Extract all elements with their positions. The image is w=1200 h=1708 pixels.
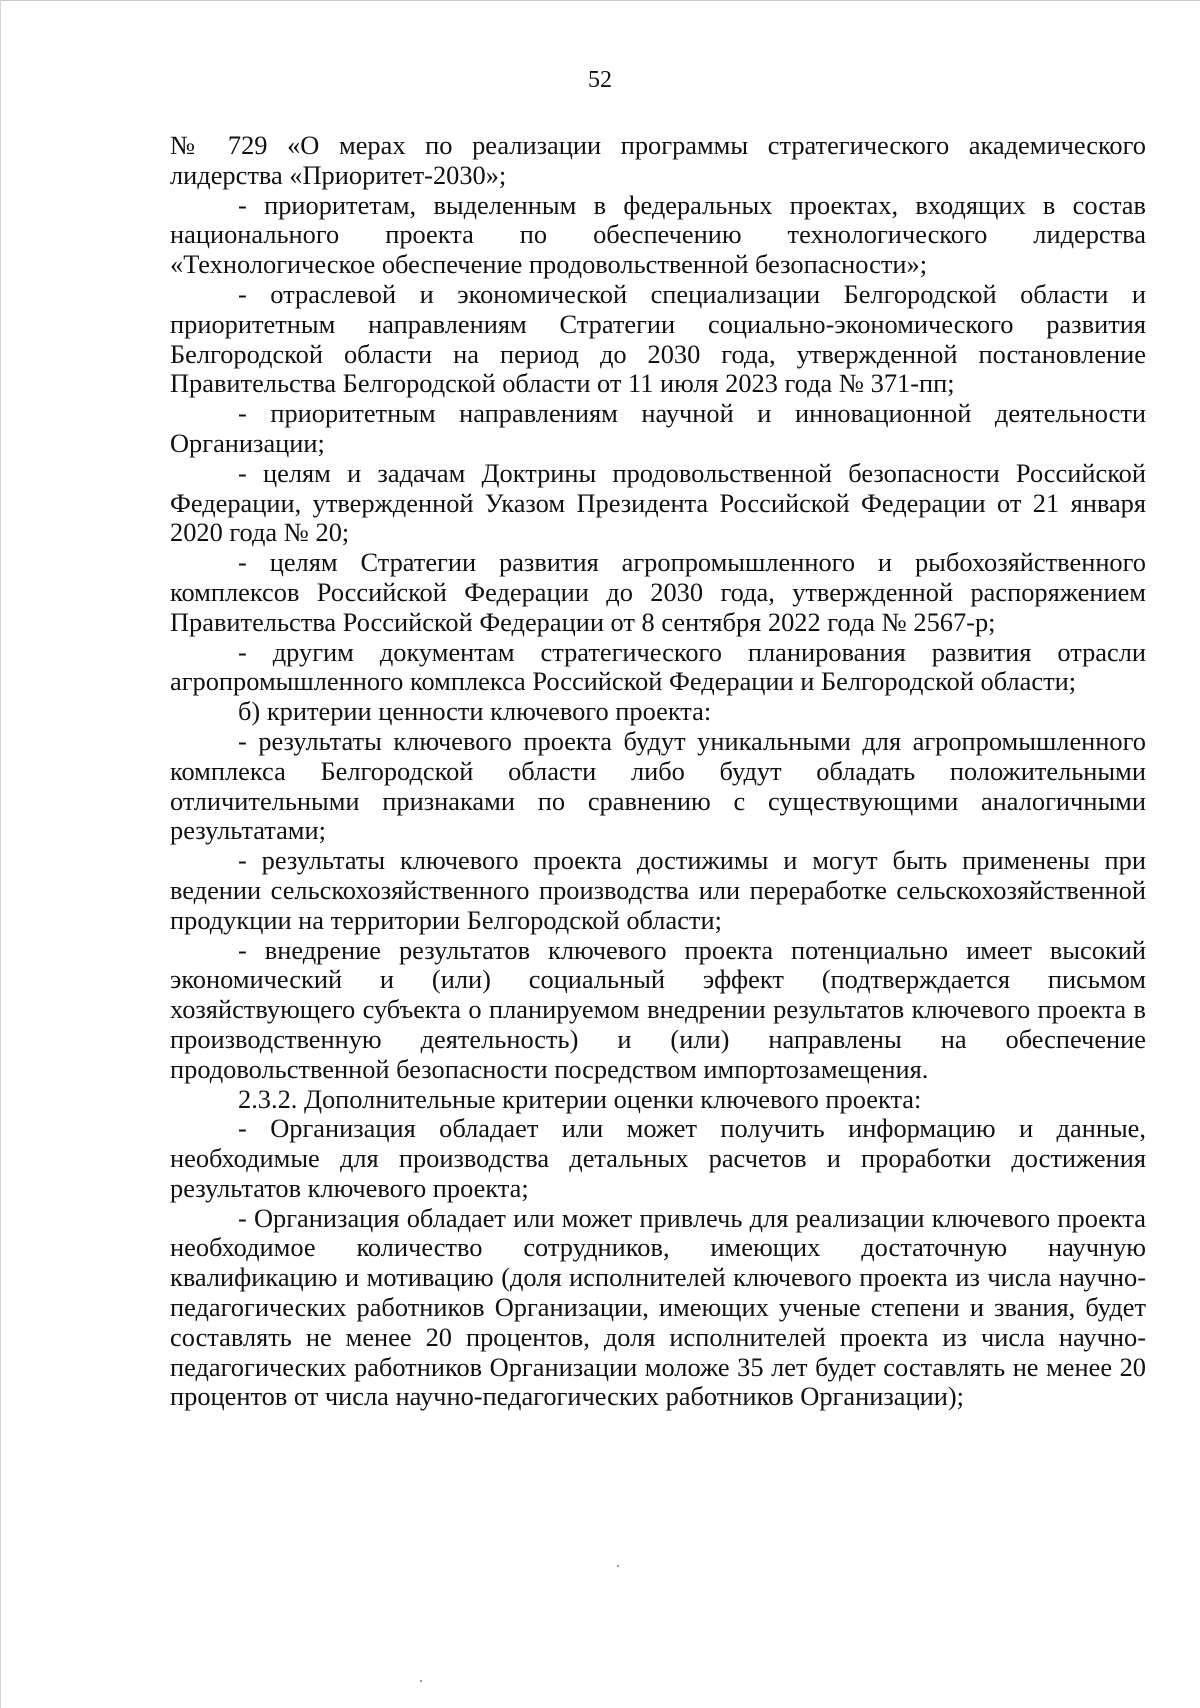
paragraph-organization-priorities: - приоритетным направлениям научной и инновационной деятельности Организации; [170, 398, 1146, 458]
paragraph-food-security-doctrine: - целям и задачам Доктрины продовольственной безопасности Российской Федерации, утвержденной Указом Президента Российской Федерации от 21 января 2020 года № 20; [170, 457, 1146, 548]
paragraph-information-access: - Организация обладает или может получить информацию и данные, необходимые для производства детальных расчетов и проработки достижения результатов ключевого проекта; [170, 1113, 1146, 1203]
paragraph-staff-capacity: - Организация обладает или может привлечь для реализации ключевого проекта необходимое количество сотрудников, имеющих достаточную научную квалификацию и мотивацию (доля исполнителей ключевого проекта из числа научно-педагогических работников Организации, имеющих ученые степени и звания, будет составлять не менее 20 процентов, доля исполнителей проекта из числа научно-педагогических работников Организации моложе 35 лет будет составлять не менее 20 процентов от числа научно-педагогических работников Организации); [170, 1202, 1146, 1412]
scan-edge-left [0, 0, 1, 1708]
scan-speck [420, 1680, 422, 1682]
scan-speck [617, 1565, 619, 1567]
paragraph-federal-projects: - приоритетам, выделенным в федеральных проектах, входящих в состав национального проекта по обеспечению технологического лидерства «Технологическое обеспечение продовольственной безопасности»; [170, 189, 1146, 280]
paragraph-agro-strategy: - целям Стратегии развития агропромышленного и рыбохозяйственного комплексов Российской Федерации до 2030 года, утвержденной распоряжением Правительства Российской Федерации от 8 сентября 2022 года № 2567-р; [170, 547, 1146, 637]
paragraph-additional-criteria-heading: 2.3.2. Дополнительные критерии оценки ключевого проекта: [238, 1083, 922, 1114]
paragraph-economic-effect: - внедрение результатов ключевого проекта потенциально имеет высокий экономический и (или) социальный эффект (подтверждается письмом хозяйствующего субъекта о планируемом внедрении результатов ключевого проекта в производственную деятельность) и (или) направлены на обеспечение продовольственной безопасности посредством импортозамещения. [170, 934, 1146, 1084]
paragraph-regional-specialization: - отраслевой и экономической специализации Белгородской области и приоритетным направлениям Стратегии социально-экономического развития Белгородской области на период до 2030 года, утвержденной постановление Правительства Белгородской области от 11 июля 2023 года № 371-пп; [170, 278, 1146, 399]
paragraph-value-criteria-heading: б) критерии ценности ключевого проекта: [238, 696, 712, 727]
scan-edge-top [0, 0, 1200, 1]
paragraph-other-documents: - другим документам стратегического планирования развития отрасли агропромышленного комплекса Российской Федерации и Белгородской области; [170, 636, 1146, 697]
page-number: 52 [588, 67, 612, 93]
paragraph-order-reference: № 729 «О мерах по реализации программы стратегического академического лидерства «Приоритет-2030»; [170, 130, 1146, 190]
paragraph-achievable-results: - результаты ключевого проекта достижимы и могут быть применены при ведении сельскохозяйственного производства или переработке сельскохозяйственной продукции на территории Белгородской области; [170, 845, 1146, 935]
document-body [170, 131, 1146, 1412]
paragraph-unique-results: - результаты ключевого проекта будут уникальными для агропромышленного комплекса Белгородской области либо будут обладать положительными отличительными признаками по сравнению с существующими аналогичными результатами; [170, 725, 1146, 846]
